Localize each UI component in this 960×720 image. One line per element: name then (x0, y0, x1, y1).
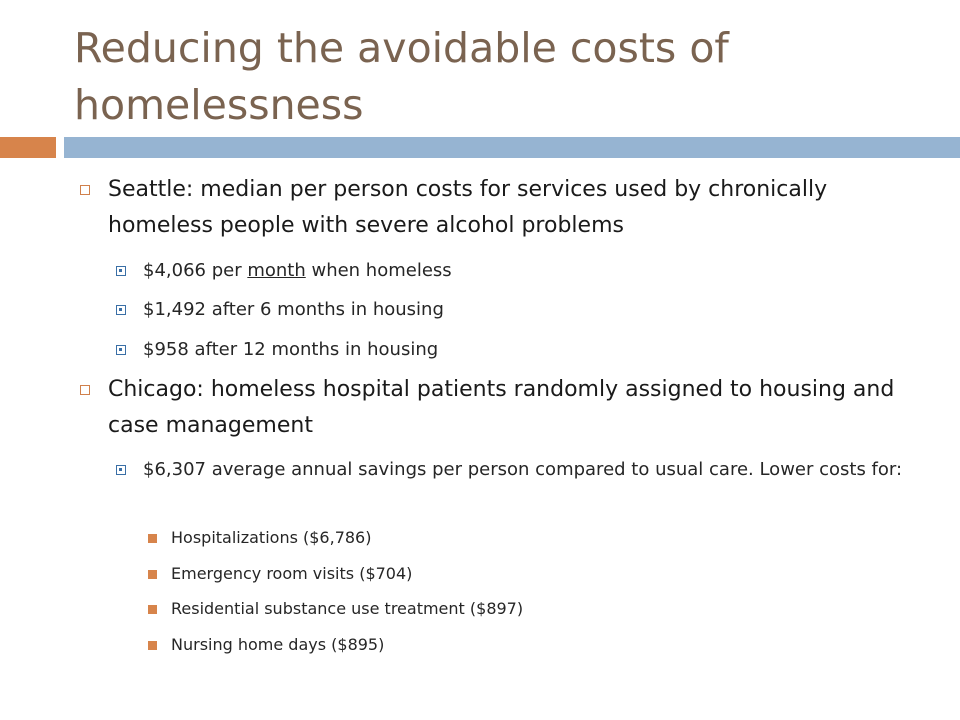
bullet-chicago: Chicago: homeless hospital patients randomly assigned to housing and case management (108, 377, 895, 438)
square-bullet-icon (116, 345, 126, 355)
sub-bullet-text: $4,066 per (143, 260, 248, 281)
square-bullet-icon (80, 185, 90, 195)
square-bullet-icon (80, 385, 90, 395)
filled-bullet-icon (148, 641, 157, 650)
sub-sub-bullet-nursing-home: Nursing home days ($895) (171, 635, 385, 654)
square-bullet-icon (116, 266, 126, 276)
bullet-seattle: Seattle: median per person costs for services used by chronically homeless people with severe alcohol problems (108, 177, 828, 238)
slide-title: Reducing the avoidable costs of homelessness (74, 24, 729, 129)
square-bullet-icon (116, 305, 126, 315)
square-bullet-icon (116, 465, 126, 475)
filled-bullet-icon (148, 570, 157, 579)
sub-bullet-chicago-savings: $6,307 average annual savings per person compared to usual care. Lower costs for: (143, 459, 903, 480)
filled-bullet-icon (148, 605, 157, 614)
sub-bullet-seattle-12mo: $958 after 12 months in housing (143, 339, 439, 360)
sub-bullet-text: when homeless (305, 260, 452, 281)
sub-sub-bullet-er-visits: Emergency room visits ($704) (171, 564, 413, 583)
sub-sub-bullet-hospitalizations: Hospitalizations ($6,786) (171, 528, 372, 547)
sub-bullet-seattle-6mo: $1,492 after 6 months in housing (143, 299, 444, 320)
sub-bullet-seattle-homeless (143, 256, 452, 286)
filled-bullet-icon (148, 534, 157, 543)
underlined-word: month (247, 260, 306, 281)
sub-sub-bullet-substance-treatment: Residential substance use treatment ($897) (171, 599, 524, 618)
